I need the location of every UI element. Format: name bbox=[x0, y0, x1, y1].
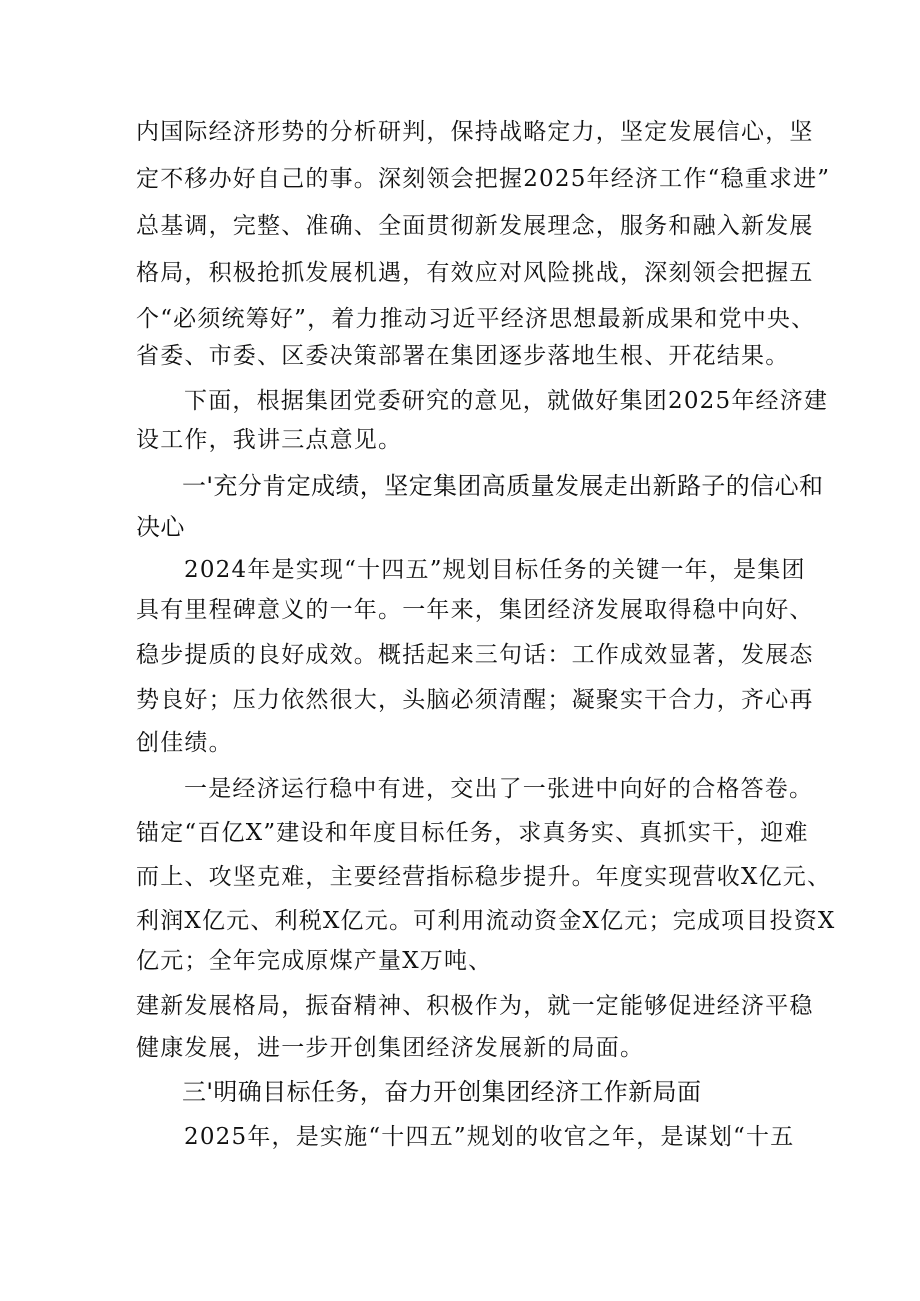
paragraph-line: 一是经济运行稳中有进，交出了一张进中向好的合格答卷。 bbox=[184, 776, 814, 802]
paragraph-line: 健康发展，进一步开创集团经济发展新的局面。 bbox=[136, 1035, 645, 1061]
paragraph-line: 具有里程碑意义的一年。一年来，集团经济发展取得稳中向好、 bbox=[136, 597, 814, 623]
paragraph-line: 格局，积极抢抓发展机遇，有效应对风险挑战，深刻领会把握五 bbox=[136, 260, 814, 286]
section-heading: 一'充分肯定成绩，坚定集团高质量发展走出新路子的信心和 bbox=[182, 472, 824, 500]
section-heading: 三'明确目标任务，奋力开创集团经济工作新局面 bbox=[182, 1078, 702, 1106]
section-heading: 决心 bbox=[136, 513, 185, 541]
paragraph-line: 利润X亿元、利税X亿元。可利用流动资金X亿元；完成项目投资X bbox=[136, 908, 836, 934]
paragraph-line: 个“必须统筹好”，着力推动习近平经济思想最新成果和党中央、 bbox=[136, 306, 816, 332]
paragraph-line: 定不移办好自己的事。深刻领会把握2025年经济工作“稳重求进” bbox=[136, 166, 831, 192]
paragraph-line: 2025年，是实施“十四五”规划的收官之年，是谋划“十五 bbox=[184, 1124, 795, 1150]
paragraph-line: 锚定“百亿X”建设和年度目标任务，求真务实、真抓实干，迎难 bbox=[136, 820, 809, 846]
paragraph-line: 亿元；全年完成原煤产量X万吨、 bbox=[136, 948, 493, 974]
paragraph-line: 2024年是实现“十四五”规划目标任务的关键一年，是集团 bbox=[184, 557, 806, 583]
paragraph-line: 而上、攻坚克难，主要经营指标稳步提升。年度实现营收X亿元、 bbox=[136, 864, 832, 890]
paragraph-line: 内国际经济形势的分析研判，保持战略定力，坚定发展信心，坚 bbox=[136, 119, 814, 145]
paragraph-line: 下面，根据集团党委研究的意见，就做好集团2025年经济建 bbox=[184, 388, 829, 414]
paragraph-line: 创佳绩。 bbox=[136, 730, 233, 756]
paragraph-line: 稳步提质的良好成效。概括起来三句话：工作成效显著，发展态 bbox=[136, 642, 814, 668]
paragraph-line: 势良好；压力依然很大，头脑必须清醒；凝聚实干合力，齐心再 bbox=[136, 687, 814, 713]
paragraph-line: 设工作，我讲三点意见。 bbox=[136, 427, 403, 453]
paragraph-line: 总基调，完整、准确、全面贯彻新发展理念，服务和融入新发展 bbox=[136, 213, 814, 239]
paragraph-line: 建新发展格局，振奋精神、积极作为，就一定能够促进经济平稳 bbox=[136, 993, 814, 1019]
paragraph-line: 省委、市委、区委决策部署在集团逐步落地生根、开花结果。 bbox=[136, 343, 790, 369]
